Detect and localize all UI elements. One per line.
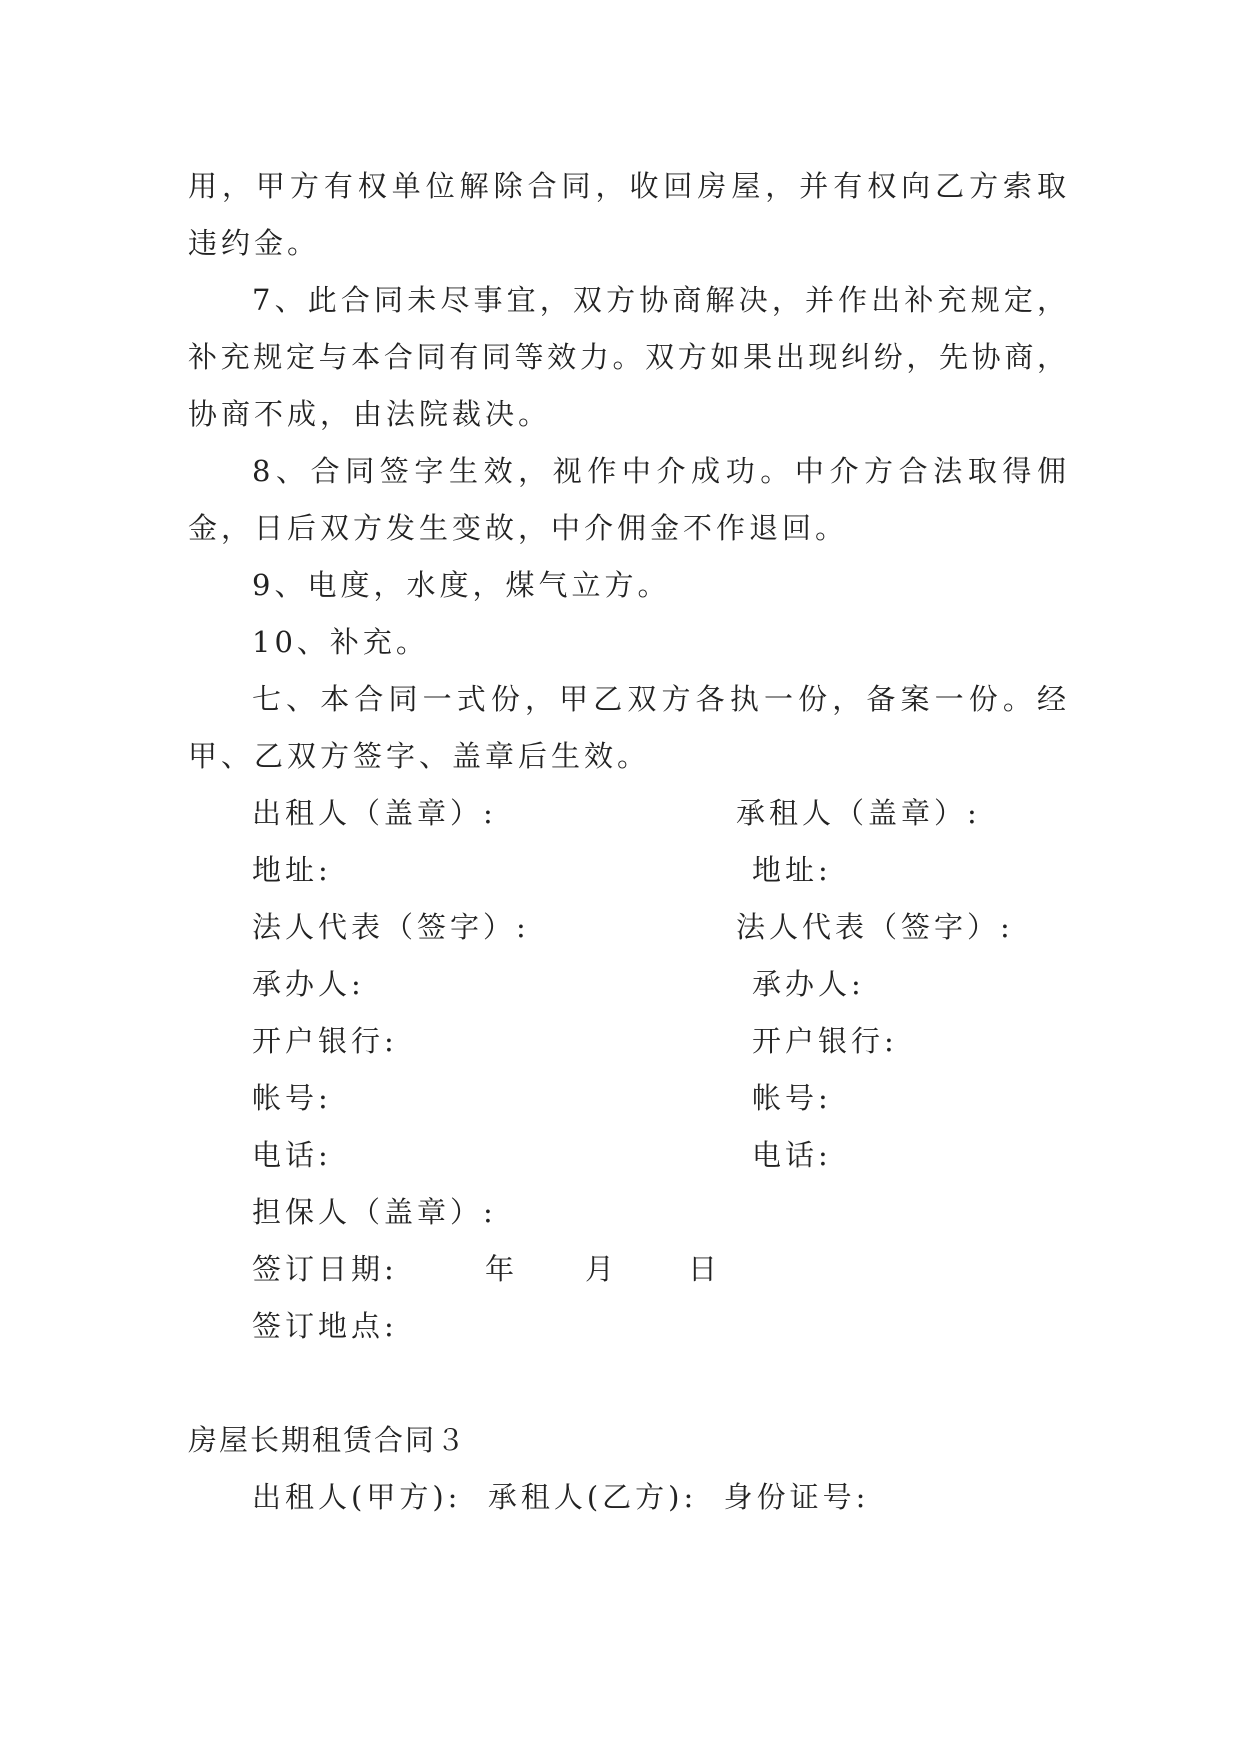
paragraph-seven-line-2: 甲、乙双方签字、盖章后生效。 — [188, 739, 651, 773]
paragraph-seven-line-1: 七、本合同一式份，甲乙双方各执一份，备案一份。经 — [252, 682, 1066, 716]
paragraph-7-line-3: 协商不成，由法院裁决。 — [188, 397, 552, 431]
lessor-bank-label: 开户银行: — [252, 1024, 398, 1058]
lessee-phone-label: 电话: — [752, 1138, 832, 1172]
paragraph-6-line-1: 用，甲方有权单位解除合同，收回房屋，并有权向乙方索取 — [188, 169, 1066, 203]
lessor-address-label: 地址: — [252, 853, 332, 887]
lessor-handler-label: 承办人: — [252, 967, 365, 1001]
paragraph-9: 9、电度，水度，煤气立方。 — [252, 568, 671, 602]
sign-date-year: 年 — [485, 1252, 519, 1286]
lessee-address-label: 地址: — [752, 853, 832, 887]
lessee-account-label: 帐号: — [752, 1081, 832, 1115]
sign-place-label: 签订地点: — [252, 1309, 398, 1343]
sign-date-month: 月 — [585, 1252, 619, 1286]
paragraph-6-line-2: 违约金。 — [188, 226, 321, 260]
lessor-account-label: 帐号: — [252, 1081, 332, 1115]
section-3-title: 房屋长期租赁合同３ — [188, 1423, 468, 1457]
lessee-legal-rep-label: 法人代表（签字）: — [736, 910, 1014, 944]
guarantor-seal-label: 担保人（盖章）: — [252, 1195, 497, 1229]
paragraph-7-line-1: 7、此合同未尽事宜，双方协商解决，并作出补充规定， — [252, 283, 1066, 317]
section-3-parties-line: 出租人(甲方): 承租人(乙方): 身份证号: — [252, 1480, 870, 1514]
lessor-seal-label: 出租人（盖章）: — [252, 796, 497, 830]
paragraph-8-line-1: 8、合同签字生效，视作中介成功。中介方合法取得佣 — [252, 454, 1066, 488]
lessor-phone-label: 电话: — [252, 1138, 332, 1172]
lessee-handler-label: 承办人: — [752, 967, 865, 1001]
paragraph-10: 10、补充。 — [252, 625, 429, 659]
lessor-legal-rep-label: 法人代表（签字）: — [252, 910, 530, 944]
paragraph-7-line-2: 补充规定与本合同有同等效力。双方如果出现纠纷，先协商， — [188, 340, 1066, 374]
sign-date-day: 日 — [688, 1252, 722, 1286]
lessee-bank-label: 开户银行: — [752, 1024, 898, 1058]
paragraph-8-line-2: 金，日后双方发生变故，中介佣金不作退回。 — [188, 511, 849, 545]
sign-date-label: 签订日期: — [252, 1252, 398, 1286]
lessee-seal-label: 承租人（盖章）: — [736, 796, 981, 830]
